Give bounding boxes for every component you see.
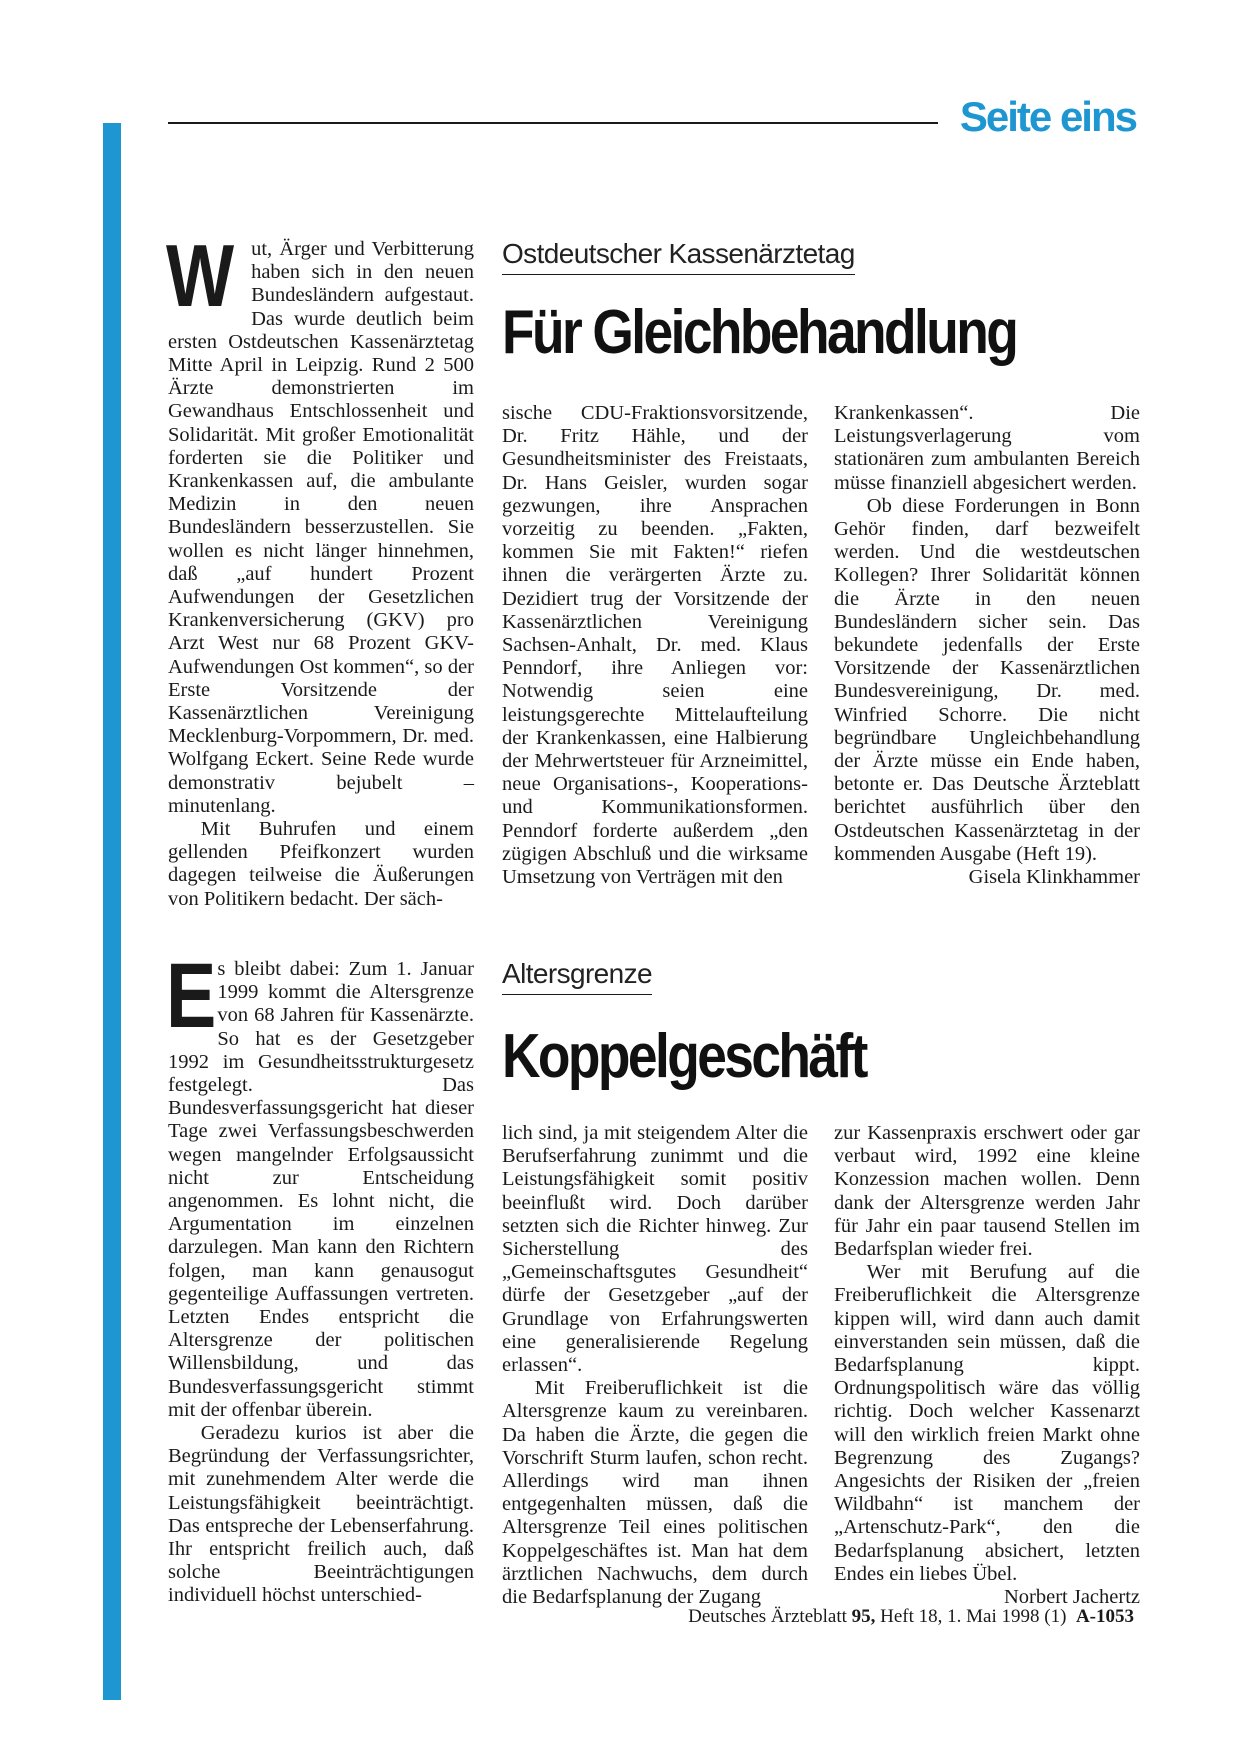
article2-column-2 (502, 1122, 808, 1609)
footer-page-number: A-1053 (1075, 1606, 1134, 1627)
article1-dropcap: W (166, 226, 230, 325)
article1-column-2 (502, 402, 808, 889)
footer-issue-info: Heft 18, 1. Mai 1998 (1) (880, 1606, 1067, 1627)
article1-headline: Für Gleichbehandlung (502, 298, 1017, 367)
article2-headline: Koppelgeschäft (502, 1022, 866, 1091)
article2-paragraph: lich sind, ja mit steigendem Alter die Berufserfahrung zunimmt und die Leistungsfähigkeit somit positiv beeinflußt wird. Doch darüber setzten sich die Richter hinweg. Zur Sicherstellung des „Gemeinschaftsgutes Gesundheit“ dürfe der Gesetzgeber „auf der Grundlage von Erfahrungswerten eine generalisierende Regelung erlassen“. (502, 1122, 808, 1377)
article2-author: Norbert Jachertz (1003, 1586, 1140, 1609)
article1-column-1 (166, 226, 474, 911)
article1-paragraph: sische CDU-Fraktionsvorsitzende, Dr. Fritz Hähle, und der Gesundheitsminister des Freistaats, Dr. Hans Geisler, wurden sogar gezwungen, ihre Ansprachen vorzeitig zu beenden. „Fakten, kommen Sie mit Fakten!“ riefen ihnen die verärgerten Ärzte zu. Dezidiert trug der Vorsitzende der Kassenärztlichen Vereinigung Sachsen-Anhalt, Dr. med. Klaus Penndorf, ihre Anliegen vor: Notwendig seien eine leistungsgerechte Mittelaufteilung der Krankenkassen, eine Halbierung der Mehrwertsteuer für Arzneimittel, neue Organisations-, Kooperations- und Kommunikationsformen. Penndorf forderte außerdem „den zügigen Abschluß und die wirksame Umsetzung von Verträgen mit den (502, 402, 808, 889)
article1-paragraph: Ob diese Forderungen in Bonn Gehör finden, darf bezweifelt werden. Und die westdeutschen Kollegen? Ihrer Solidarität können die Ärzte in den neuen Bundesländern sicher sein. Das bekundete jedenfalls der Erste Vorsitzende der Kassenärztlichen Bundesvereinigung, Dr. med. Winfried Schorre. Die nicht begründbare Ungleichbehandlung der Ärzte müsse ein Ende haben, betonte er. Das Deutsche Ärzteblatt berichtet ausführlich über den Ostdeutschen Kassenärztetag in der kommenden Ausgabe (Heft 19). (834, 494, 1140, 865)
article1-paragraph-with-byline (834, 494, 1140, 889)
article2-paragraph: Mit Freiberuflichkeit ist die Altersgrenze kaum zu vereinbaren. Da haben die Ärzte, die gegen die Vorschrift Sturm laufen, schon recht. Allerdings wird man ihnen entgegenhalten müssen, daß die Altersgrenze Teil eines politischen Koppelgeschäftes ist. Man hat dem ärztlichen Nachwuchs, dem durch die Bedarfsplanung der Zugang (502, 1377, 808, 1609)
article1-lead-paragraph (166, 226, 474, 818)
article2-kicker: Altersgrenze (502, 960, 652, 995)
article2-column-1 (166, 945, 474, 1608)
footer-volume: 95, (851, 1606, 876, 1627)
footer-journal: Deutsches Ärzteblatt (688, 1606, 847, 1627)
article2-lead-paragraph (166, 945, 474, 1422)
article2-paragraph: Geradezu kurios ist aber die Begründung der Verfassungsrichter, mit zunehmendem Alter werde die Leistungsfähigkeit beeinträchtigt. Das entspreche der Lebenserfahrung. Ihr entspricht freilich auch, daß solche Beeinträchtigungen individuell höchst unterschied- (168, 1422, 474, 1607)
article2-paragraph: zur Kassenpraxis erschwert oder gar verbaut wird, 1992 eine kleine Konzession machen wollen. Denn dank der Altersgrenze werden Jahr für Jahr ein paar tausend Stellen im Bedarfsplan wieder frei. (834, 1122, 1140, 1261)
article2-paragraph: Wer mit Berufung auf die Freiberuflichkeit die Altersgrenze kippen will, wird dann auch damit einverstanden sein müssen, daß die Bedarfsplanung kippt. Ordnungspolitisch wäre das völlig richtig. Doch welcher Kassenarzt will den wirklich freien Markt ohne Begrenzung des Zugangs? Angesichts der Risiken der „freien Wildbahn“ ist manchem der „Artenschutz-Park“, den die Bedarfsplanung absichert, letzten Endes ein liebes Übel. (834, 1261, 1140, 1585)
article1-column-3 (834, 402, 1140, 889)
article1-author: Gisela Klinkhammer (968, 866, 1140, 889)
article1-paragraph: Krankenkassen“. Die Leistungsverlagerung vom stationären zum ambulanten Bereich müsse finanziell abgesichert werden. (834, 402, 1140, 494)
article2-dropcap: E (166, 945, 205, 1047)
article2-column-3 (834, 1122, 1140, 1609)
accent-side-bar (103, 123, 121, 1700)
header-rule (168, 122, 938, 124)
article2-lead-text: s bleibt dabei: Zum 1. Januar 1999 kommt die Altersgrenze von 68 Jahren für Kassenärzte. So hat es der Gesetzgeber 1992 im Gesundheitsstrukturgesetz festgelegt. Das Bundesverfassungsgericht hat dieser Tage zwei Verfassungsbeschwerden wegen mangelnder Erfolgsaussicht nicht zur Entscheidung angenommen. Es lohnt nicht, die Argumentation im einzelnen darzulegen. Man kann den Richtern folgen, man kann genausogut gegenteilige Auffassungen vertreten. Letzten Endes entspricht die Altersgrenze der politischen Willensbildung, und das Bundesverfassungsgericht stimmt mit der offenbar überein. (168, 958, 474, 1421)
article1-paragraph: Mit Buhrufen und einem gellenden Pfeifkonzert wurden dagegen teilweise die Äußerungen von Politikern bedacht. Der säch- (168, 818, 474, 910)
page-footer (688, 1606, 1134, 1628)
article1-kicker: Ostdeutscher Kassenärztetag (502, 240, 855, 275)
section-label: Seite eins (959, 93, 1136, 140)
article2-paragraph-with-byline (834, 1261, 1140, 1609)
article1-lead-text: ut, Ärger und Verbitterung haben sich in den neuen Bundesländern aufgestaut. Das wurde deutlich beim ersten Ostdeutschen Kassenärztetag Mitte April in Leipzig. Rund 2 500 Ärzte demonstrierten im Gewandhaus Entschlossenheit und Solidarität. Mit großer Emotionalität forderten sie die Politiker und Krankenkassen auf, die ambulante Medizin in den neuen Bundesländern besserzustellen. Sie wollen es nicht länger hinnehmen, daß „auf hundert Prozent Aufwendungen der Gesetzlichen Krankenversicherung (GKV) pro Arzt West nur 68 Prozent GKV-Aufwendungen Ost kommen“, so der Erste Vorsitzende der Kassenärztlichen Vereinigung Mecklenburg-Vorpommern, Dr. med. Wolfgang Eckert. Seine Rede wurde demonstrativ bejubelt – minutenlang. (168, 238, 474, 817)
